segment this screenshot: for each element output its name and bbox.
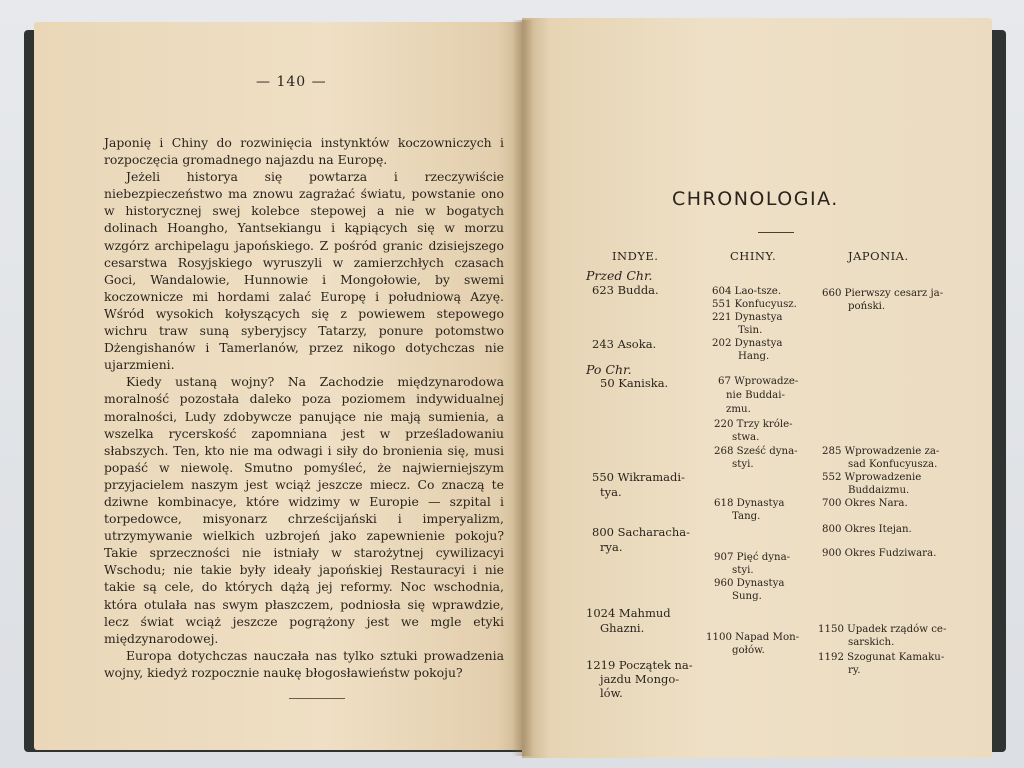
chiny-entry: 1100 Napad Mon- [706, 632, 800, 643]
indye-entry: rya. [600, 540, 623, 554]
chiny-entry: styi. [732, 459, 754, 470]
chiny-entry: 221 Dynastya [712, 312, 783, 323]
chronology-title: CHRONOLOGIA. [672, 188, 839, 210]
book-gutter [512, 20, 534, 756]
indye-entry: 243 Asoka. [592, 337, 657, 351]
indye-entry: jazdu Mongo- [600, 672, 680, 686]
body-text [104, 134, 504, 681]
japonia-entry: poński. [848, 301, 886, 312]
left-page [34, 22, 522, 750]
indye-entry: 800 Sacharacha- [592, 525, 690, 539]
end-rule [289, 698, 345, 699]
chiny-entry: 907 Pięć dyna- [714, 552, 791, 563]
right-page [522, 18, 992, 758]
page-number: — 140 — [256, 74, 327, 90]
chiny-entry: 202 Dynastya [712, 338, 783, 349]
paragraph: Kiedy ustaną wojny? Na Zachodzie międzynarodowa moralność pozostała daleko poza poziomem indywidualnej moralności, Ludy zdobywcze panujące nie mają sumienia, a wszelka rycerskość zapomniana jest w prześladowaniu słabszych. Ten, kto nie ma odwagi i siły do bronienia się, musi popaść w niewolę. Smutno pomyśleć, że najwierniejszym przyjacielem naszym jest wciąż jeszcze miecz. Co znaczą te dziwne kombinacye, które widzimy w Europie — szpital i torpedowce, misyonarz chrześcijański i imperyalizm, utrzymywanie wielkich uzbrojeń jako zapewnienie pokoju? Takie sprzeczności nie istniały w starożytnej cywilizacyi Wschodu; nie takie były ideały japońskiej Restauracyi i nie takie są cele, do których dążą jej reformy. Noc wschodnia, która otulała nas swym płaszczem, podniosła się wprawdzie, lecz świat wciąż jeszcze pogrążony jest we mgle etyki międzynarodowej. [104, 374, 504, 646]
indye-entry: tya. [600, 485, 622, 499]
era-before-christ: Przed Chr. [586, 268, 653, 283]
japonia-entry: 552 Wprowadzenie [822, 472, 922, 483]
chiny-entry: Sung. [732, 591, 762, 602]
paragraph: Jeżeli historya się powtarza i rzeczywiście niebezpieczeństwo ma znowu zagrażać światu, powstanie ono w historycznej swej kolebce stepowej a nie w bogatych dolinach Hoangho, Yantsekiangu i kąpiących się w morzu wzgórz archipelagu japońskiego. Z pośród granic dzisiejszego cesarstwa Rosyjskiego wyruszyli w zamierzchłych czasach Goci, Wandalowie, Hunnowie i Mongołowie, by swemi koczownicze mi hordami zalać Europę i południową Azyę. Wśród wysokich kołyszących się z powiewem stepowego wichru traw suną syberyjscy Tatarzy, ponure potomstwo Dżengishanów i Tamerlanów, przez nikogo dotychczas nie ujarzmieni. [104, 169, 504, 373]
column-header-indye: INDYE. [612, 249, 659, 263]
indye-entry: 623 Budda. [592, 283, 659, 297]
chiny-entry: Tsin. [738, 325, 763, 336]
chiny-entry: gołów. [732, 645, 765, 656]
chiny-entry: 551 Konfucyusz. [712, 299, 797, 310]
chiny-entry: 220 Trzy króle- [714, 419, 793, 430]
japonia-entry: 800 Okres Itejan. [822, 524, 912, 535]
chiny-entry: Tang. [732, 511, 761, 522]
indye-entry: lów. [600, 686, 623, 700]
chiny-entry: zmu. [726, 404, 751, 415]
chiny-entry: 268 Sześć dyna- [714, 446, 798, 457]
paragraph: Japonię i Chiny do rozwinięcia instynktów koczowniczych i rozpoczęcia gromadnego najazdu na Europę. [104, 135, 504, 168]
japonia-entry: 285 Wprowadzenie za- [822, 446, 940, 457]
japonia-entry: sad Konfucyusza. [848, 459, 938, 470]
column-header-chiny: CHINY. [730, 249, 777, 263]
column-header-japonia: JAPONIA. [848, 249, 909, 263]
indye-entry: 550 Wikramadi- [592, 470, 685, 484]
indye-entry: 50 Kaniska. [600, 376, 669, 390]
japonia-entry: Buddaizmu. [848, 485, 910, 496]
chiny-entry: 618 Dynastya [714, 498, 785, 509]
japonia-entry: 1192 Szogunat Kamaku- [818, 652, 945, 663]
chiny-entry: stwa. [732, 432, 760, 443]
title-rule [758, 232, 794, 233]
japonia-entry: ry. [848, 665, 861, 676]
indye-entry: Ghazni. [600, 621, 645, 635]
chiny-entry: 67 Wprowadze- [718, 376, 799, 387]
chiny-entry: 604 Lao-tsze. [712, 286, 782, 297]
chiny-entry: nie Buddai- [726, 390, 785, 401]
japonia-entry: sarskich. [848, 637, 895, 648]
chiny-entry: styi. [732, 565, 754, 576]
japonia-entry: 900 Okres Fudziwara. [822, 548, 937, 559]
japonia-entry: 700 Okres Nara. [822, 498, 908, 509]
paragraph: Europa dotychczas nauczała nas tylko sztuki prowadzenia wojny, kiedyż rozpocznie naukę błogosławieństw pokoju? [104, 647, 504, 680]
chiny-entry: Hang. [738, 351, 770, 362]
indye-entry: 1024 Mahmud [586, 606, 671, 620]
era-after-christ: Po Chr. [586, 362, 632, 377]
chiny-entry: 960 Dynastya [714, 578, 785, 589]
japonia-entry: 660 Pierwszy cesarz ja- [822, 288, 944, 299]
indye-entry: 1219 Początek na- [586, 658, 693, 672]
japonia-entry: 1150 Upadek rządów ce- [818, 624, 947, 635]
